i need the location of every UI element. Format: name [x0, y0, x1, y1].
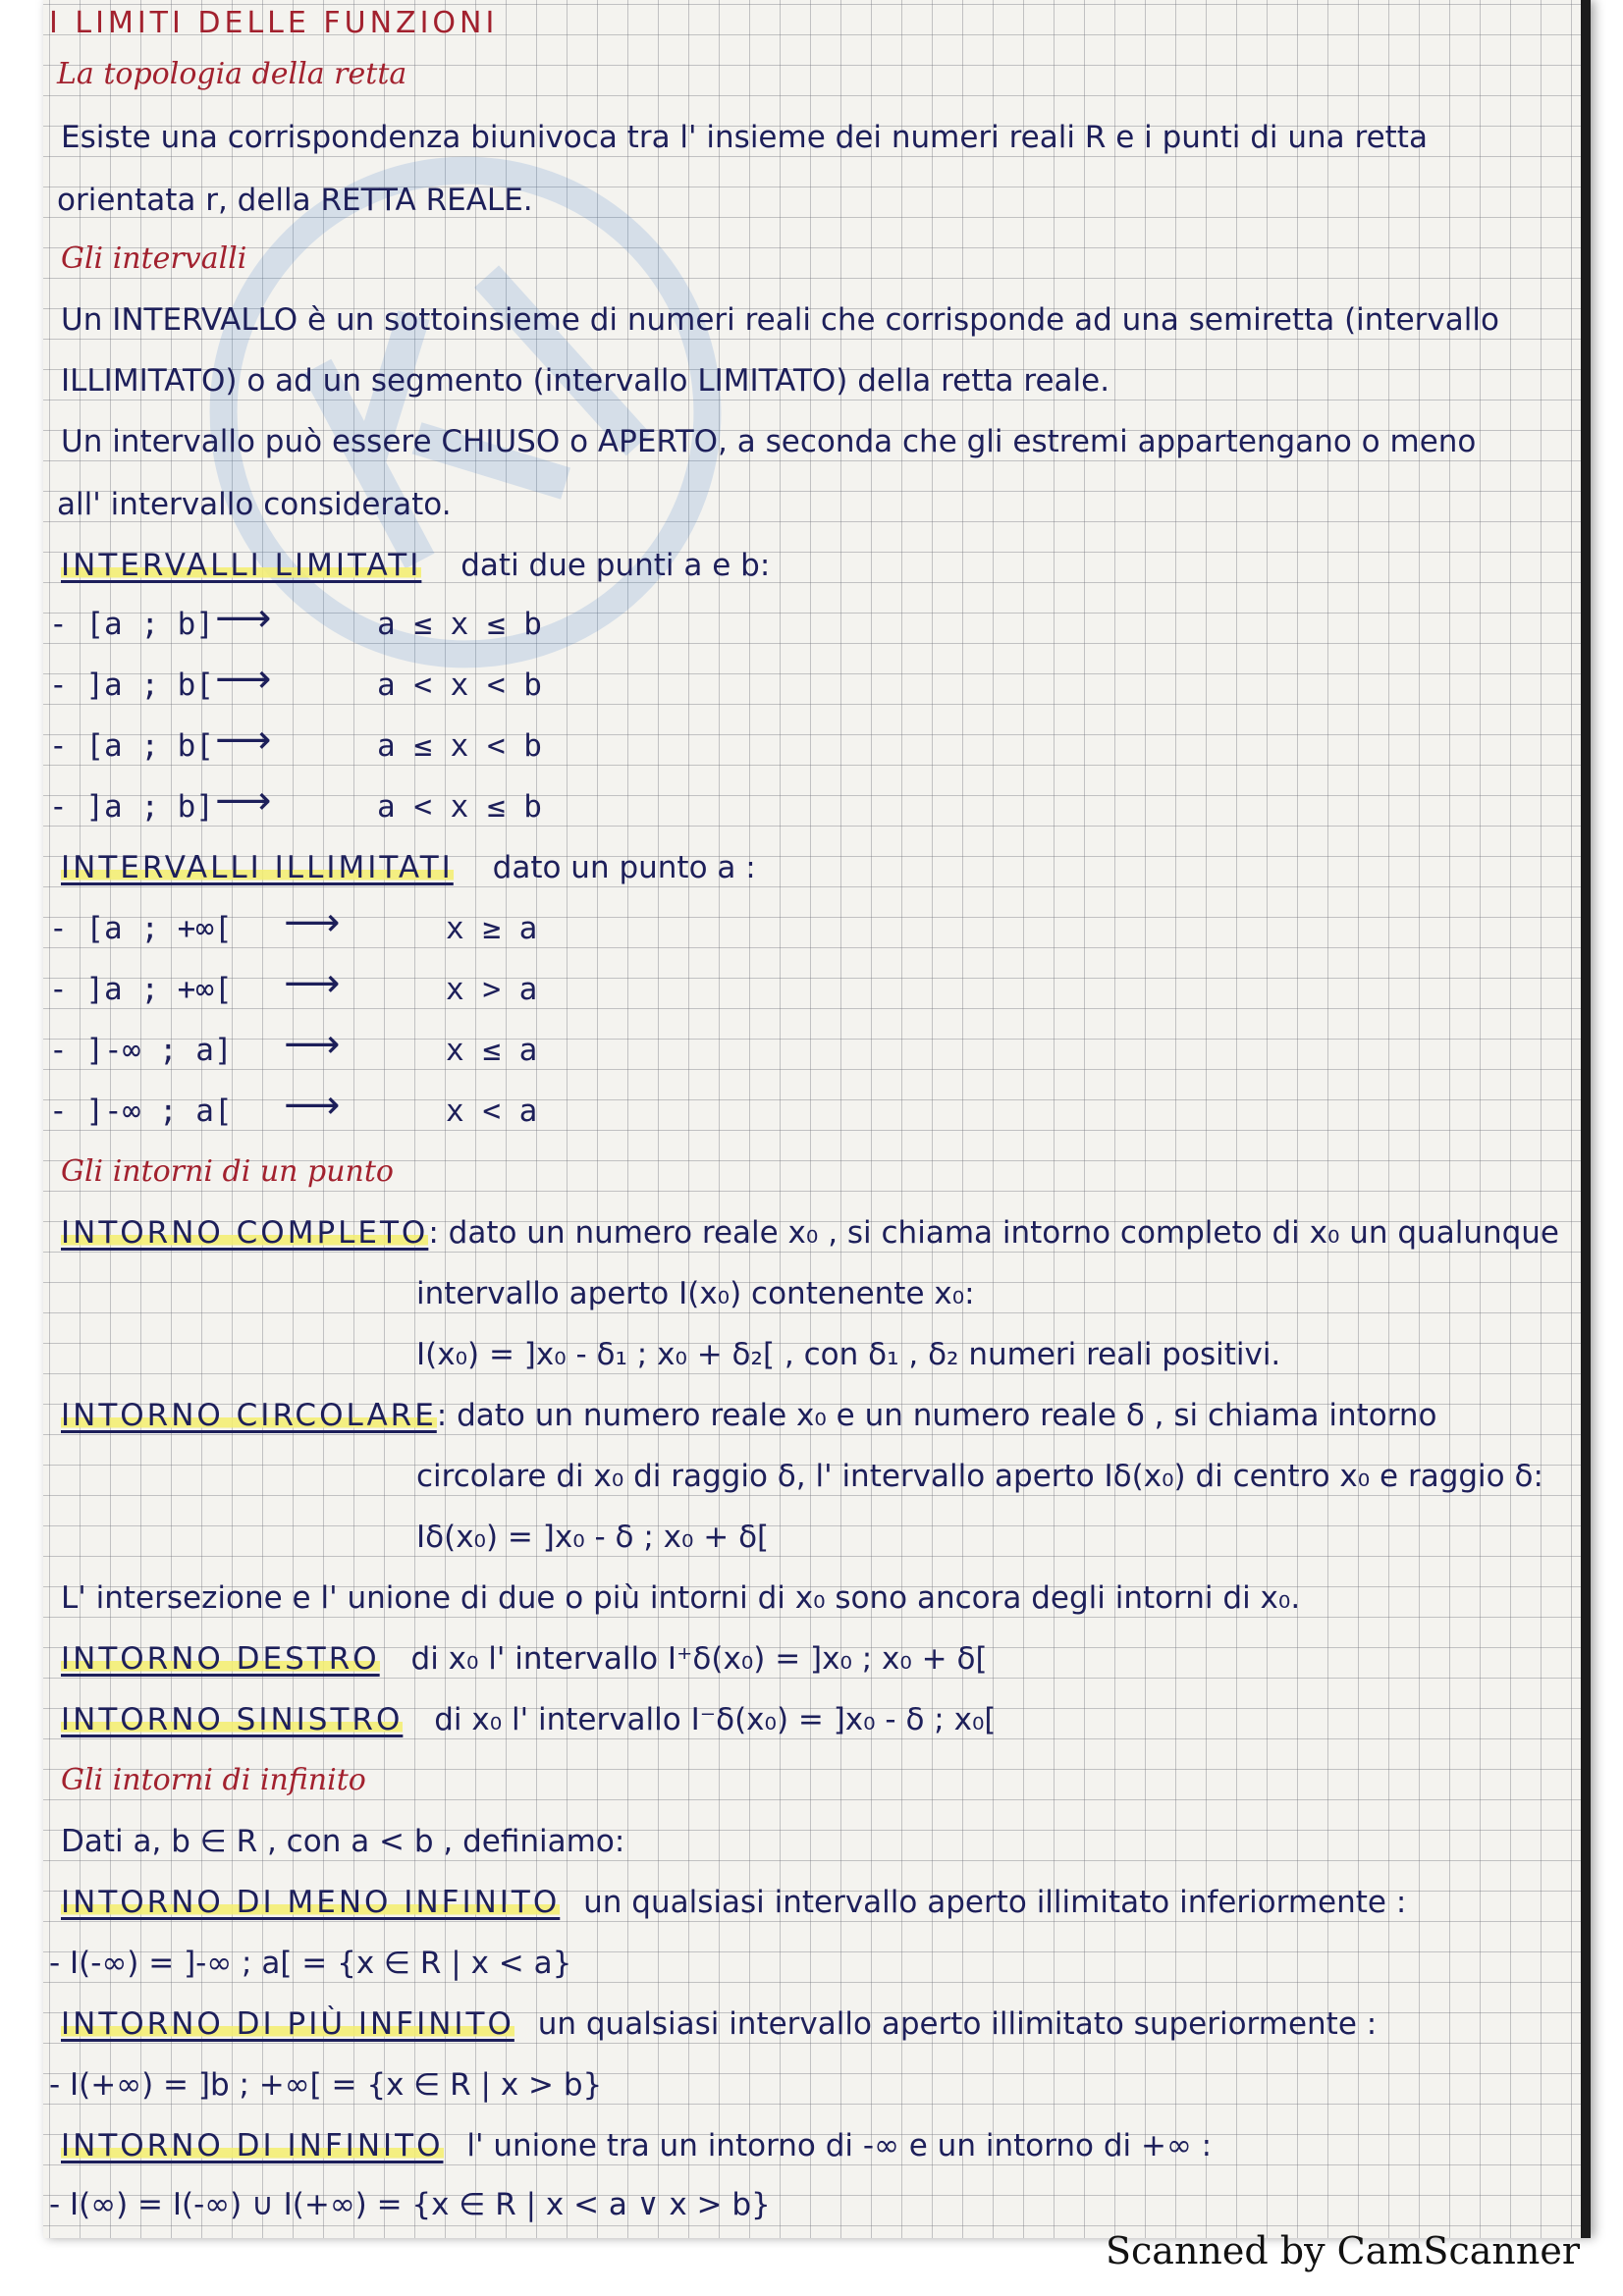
arrow-icon: ⟶	[215, 596, 272, 641]
infinito-formula: - I(∞) = I(-∞) ∪ I(+∞) = {x ∈ R | x < a ∨ x > b}	[49, 2187, 771, 2222]
completo-line-1	[61, 1213, 1559, 1253]
intro-line-2: orientata r, della RETTA REALE.	[57, 183, 533, 218]
limitati-row	[49, 605, 214, 644]
piu-infinito-text: un qualsiasi intervallo aperto illimitato superiormente :	[537, 2006, 1378, 2042]
section-intorni-punto: Gli intorni di un punto	[61, 1154, 394, 1189]
intersezione-line: L' intersezione e l' unione di due o più intorni di x₀ sono ancora degli intorni di x₀.	[61, 1580, 1301, 1616]
scanner-footer: Scanned by CamScanner	[1105, 2229, 1580, 2272]
definition-line-1: Un INTERVALLO è un sottoinsieme di numeri reali che corrisponde ad una semiretta (intervallo	[61, 302, 1499, 338]
limitati-description: dati due punti a e b:	[460, 548, 771, 583]
infinito-text: l' unione tra un intorno di -∞ e un intorno di +∞ :	[466, 2128, 1213, 2163]
interval-notation: - ]-∞ ; a]	[49, 1033, 233, 1068]
interval-notation: - ]a ; b[	[49, 667, 214, 703]
intro-line-1: Esiste una corrispondenza biunivoca tra l' insieme dei numeri reali R e i punti di una retta	[61, 120, 1428, 155]
page-title: I LIMITI DELLE FUNZIONI	[49, 6, 499, 40]
circolare-line-2: circolare di x₀ di raggio δ, l' intervallo aperto Iδ(x₀) di centro x₀ e raggio δ:	[416, 1459, 1543, 1494]
completo-label: INTORNO COMPLETO	[61, 1215, 429, 1251]
destro-label: INTORNO DESTRO	[61, 1641, 380, 1677]
sinistro-label: INTORNO SINISTRO	[61, 1702, 404, 1737]
section-intervalli: Gli intervalli	[61, 241, 247, 276]
arrow-icon: ⟶	[215, 657, 272, 702]
infinito-line	[61, 2126, 1212, 2165]
meno-infinito-label: INTORNO DI MENO INFINITO	[61, 1885, 561, 1920]
definition-line-3: Un intervallo può essere CHIUSO o APERTO, a seconda che gli estremi appartengano o meno	[61, 424, 1477, 459]
destro-text: di x₀ l' intervallo I⁺δ(x₀) = ]x₀ ; x₀ + δ[	[410, 1641, 988, 1677]
illimitati-heading	[61, 848, 756, 887]
definition-line-2: ILLIMITATO) o ad un segmento (intervallo LIMITATO) della retta reale.	[61, 363, 1110, 399]
limitati-heading	[61, 546, 770, 585]
dati-line: Dati a, b ∈ R , con a < b , definiamo:	[61, 1824, 625, 1859]
illimitati-description: dato un punto a :	[492, 850, 756, 885]
completo-text: : dato un numero reale x₀ , si chiama intorno completo di x₀ un qualunque	[428, 1215, 1560, 1251]
sinistro-line	[61, 1700, 996, 1739]
meno-infinito-text: un qualsiasi intervallo aperto illimitato inferiormente :	[583, 1885, 1407, 1920]
meno-infinito-formula: - I(-∞) = ]-∞ ; a[ = {x ∈ R | x < a}	[49, 1946, 572, 1981]
interval-inequality: a < x ≤ b	[377, 789, 542, 825]
circolare-text: : dato un numero reale x₀ e un numero reale δ , si chiama intorno	[436, 1398, 1437, 1433]
piu-infinito-label: INTORNO DI PIÙ INFINITO	[61, 2006, 514, 2042]
meno-infinito-line	[61, 1883, 1406, 1922]
circolare-line-1	[61, 1396, 1437, 1435]
interval-notation: - ]a ; b]	[49, 789, 214, 825]
arrow-icon: ⟶	[284, 1083, 341, 1128]
destro-line	[61, 1639, 988, 1679]
limitati-label: INTERVALLI LIMITATI	[61, 548, 422, 583]
arrow-icon: ⟶	[284, 1022, 341, 1067]
interval-notation: - [a ; b[	[49, 728, 214, 764]
circolare-label: INTORNO CIRCOLARE	[61, 1398, 437, 1433]
piu-infinito-line	[61, 2004, 1377, 2044]
interval-inequality: x > a	[446, 972, 538, 1007]
completo-line-2: intervallo aperto I(x₀) contenente x₀:	[416, 1276, 975, 1311]
infinito-label: INTORNO DI INFINITO	[61, 2128, 444, 2163]
arrow-icon: ⟶	[215, 778, 272, 824]
interval-notation: - ]a ; +∞[	[49, 972, 233, 1007]
arrow-icon: ⟶	[284, 961, 341, 1006]
section-topologia: La topologia della retta	[57, 57, 407, 91]
notebook-page	[43, 0, 1591, 2238]
definition-line-4: all' intervallo considerato.	[57, 487, 452, 522]
arrow-icon: ⟶	[215, 718, 272, 763]
interval-inequality: x ≥ a	[446, 911, 538, 946]
piu-infinito-formula: - I(+∞) = ]b ; +∞[ = {x ∈ R | x > b}	[49, 2067, 603, 2103]
interval-notation: - [a ; b]	[49, 607, 214, 642]
interval-inequality: x < a	[446, 1094, 538, 1129]
interval-inequality: x ≤ a	[446, 1033, 538, 1068]
illimitati-label: INTERVALLI ILLIMITATI	[61, 850, 454, 885]
interval-inequality: a < x < b	[377, 667, 542, 703]
interval-notation: - ]-∞ ; a[	[49, 1094, 233, 1129]
interval-notation: - [a ; +∞[	[49, 911, 233, 946]
interval-inequality: a ≤ x < b	[377, 728, 542, 764]
completo-formula: I(x₀) = ]x₀ - δ₁ ; x₀ + δ₂[ , con δ₁ , δ₂ numeri reali positivi.	[416, 1337, 1281, 1372]
arrow-icon: ⟶	[284, 900, 341, 945]
circolare-formula: Iδ(x₀) = ]x₀ - δ ; x₀ + δ[	[416, 1520, 770, 1555]
sinistro-text: di x₀ l' intervallo I⁻δ(x₀) = ]x₀ - δ ; x₀[	[434, 1702, 997, 1737]
section-intorni-infinito: Gli intorni di infinito	[61, 1763, 366, 1797]
interval-inequality: a ≤ x ≤ b	[377, 607, 542, 642]
